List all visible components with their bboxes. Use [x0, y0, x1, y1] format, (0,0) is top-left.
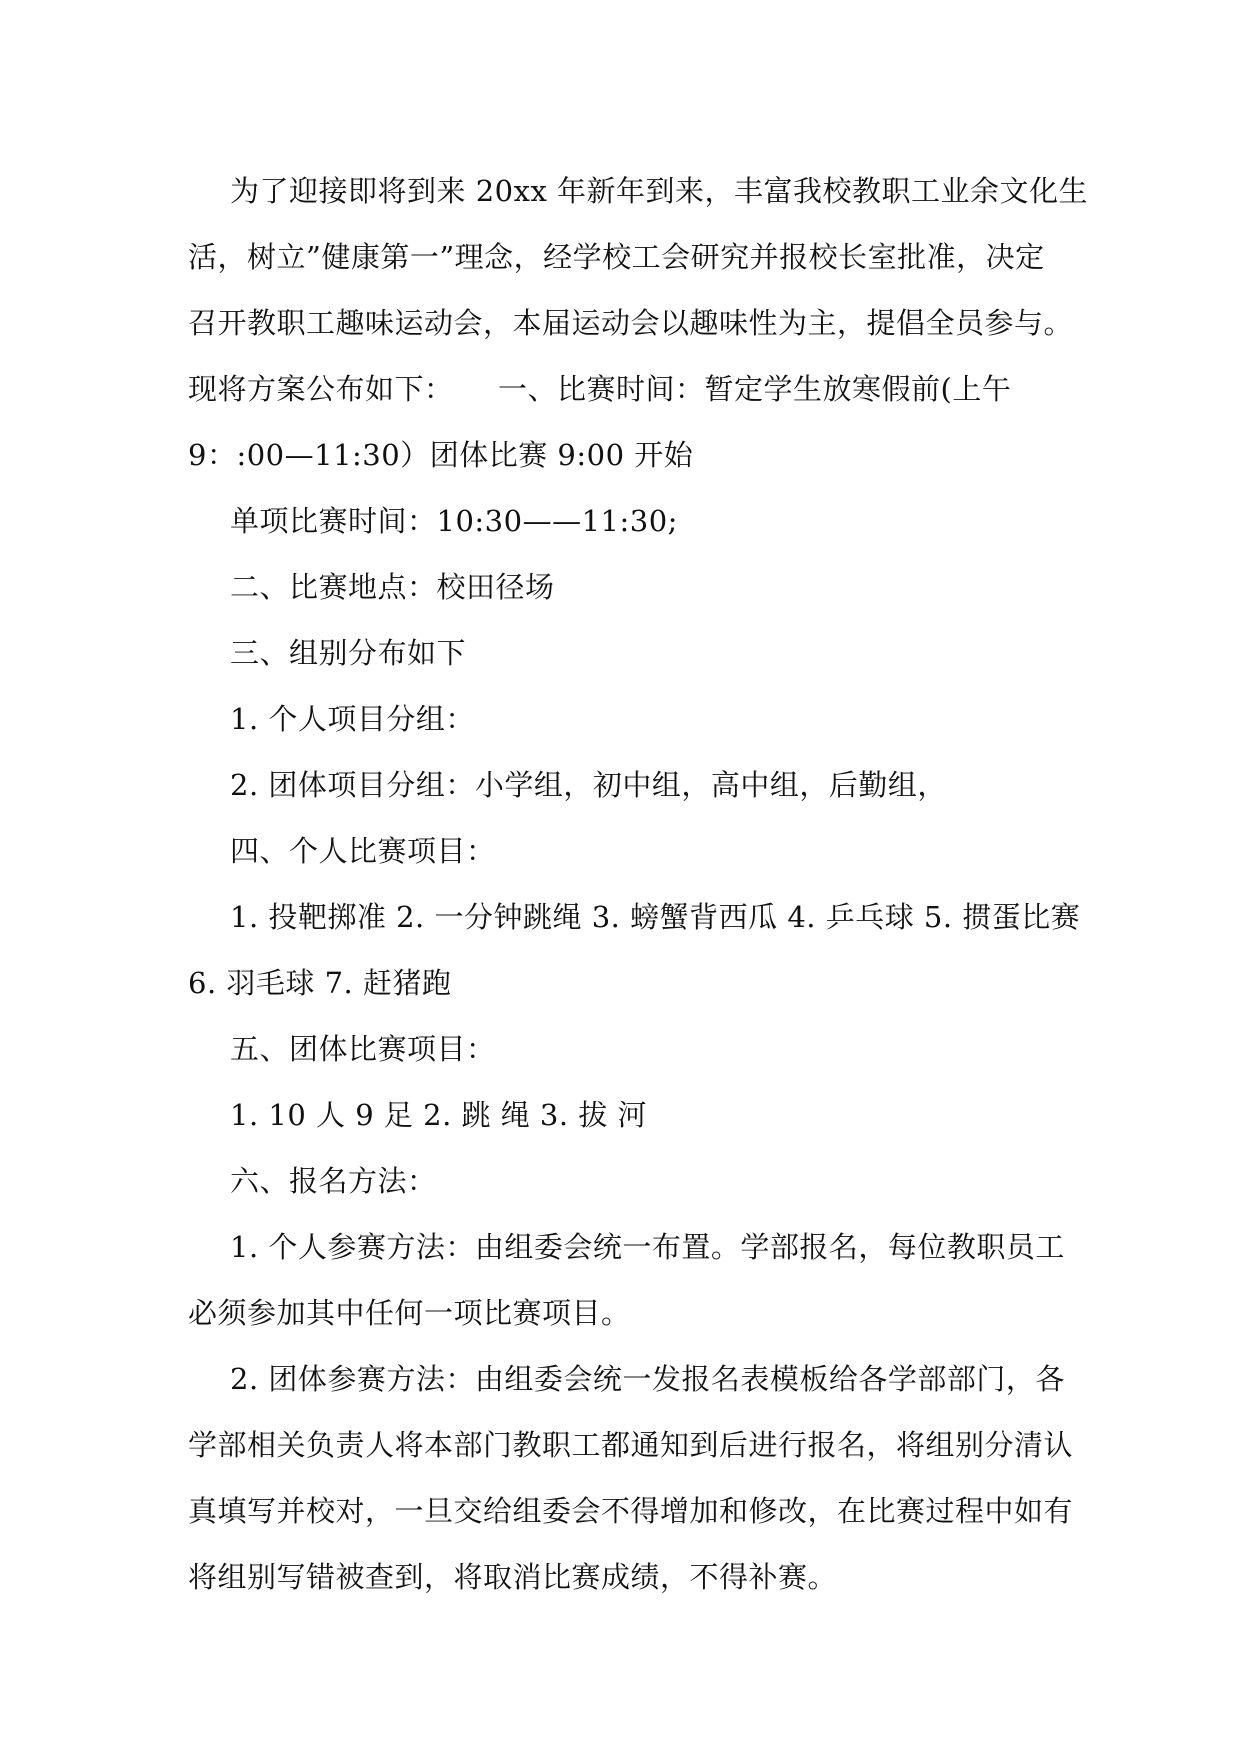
- text-line: 真填写并校对，一旦交给组委会不得增加和修改，在比赛过程中如有: [188, 1494, 1074, 1528]
- list-item: 1. 投靶掷准 2. 一分钟跳绳 3. 螃蟹背西瓜 4. 乒乓球 5. 掼蛋比赛: [230, 900, 1081, 934]
- text-line: 为了迎接即将到来 20xx 年新年到来，丰富我校教职工业余文化生: [230, 174, 1089, 208]
- text-line: 单项比赛时间：10:30——11:30;: [230, 504, 678, 538]
- text-line: 现将方案公布如下： 一、比赛时间：暂定学生放寒假前(上午: [188, 372, 1012, 406]
- section-heading: 三、组别分布如下: [230, 636, 467, 670]
- text-line: 活，树立”健康第一”理念，经学校工会研究并报校长室批准，决定: [188, 240, 1045, 274]
- section-heading: 五、团体比赛项目：: [230, 1032, 496, 1066]
- text-line: 必须参加其中任何一项比赛项目。: [188, 1296, 631, 1330]
- text-line: 学部相关负责人将本部门教职工都通知到后进行报名，将组别分清认: [188, 1428, 1074, 1462]
- section-heading: 六、报名方法：: [230, 1164, 437, 1198]
- list-item: 1. 个人项目分组：: [230, 702, 475, 736]
- list-item: 6. 羽毛球 7. 赶猪跑: [188, 966, 452, 1000]
- section-heading: 二、比赛地点：校田径场: [230, 570, 555, 604]
- list-item: 2. 团体参赛方法：由组委会统一发报名表模板给各学部部门，各: [230, 1362, 1065, 1396]
- text-line: 召开教职工趣味运动会，本届运动会以趣味性为主，提倡全员参与。: [188, 306, 1074, 340]
- list-item: 1. 个人参赛方法：由组委会统一布置。学部报名，每位教职员工: [230, 1230, 1065, 1264]
- section-heading: 四、个人比赛项目：: [230, 834, 496, 868]
- text-line: 9：:00—11:30）团体比赛 9:00 开始: [188, 438, 694, 472]
- list-item: 1. 10 人 9 足 2. 跳 绳 3. 拔 河: [230, 1098, 648, 1132]
- text-line: 将组别写错被查到，将取消比赛成绩，不得补赛。: [188, 1560, 838, 1594]
- list-item: 2. 团体项目分组：小学组，初中组，高中组，后勤组，: [230, 768, 947, 802]
- document-body: [188, 158, 1089, 1610]
